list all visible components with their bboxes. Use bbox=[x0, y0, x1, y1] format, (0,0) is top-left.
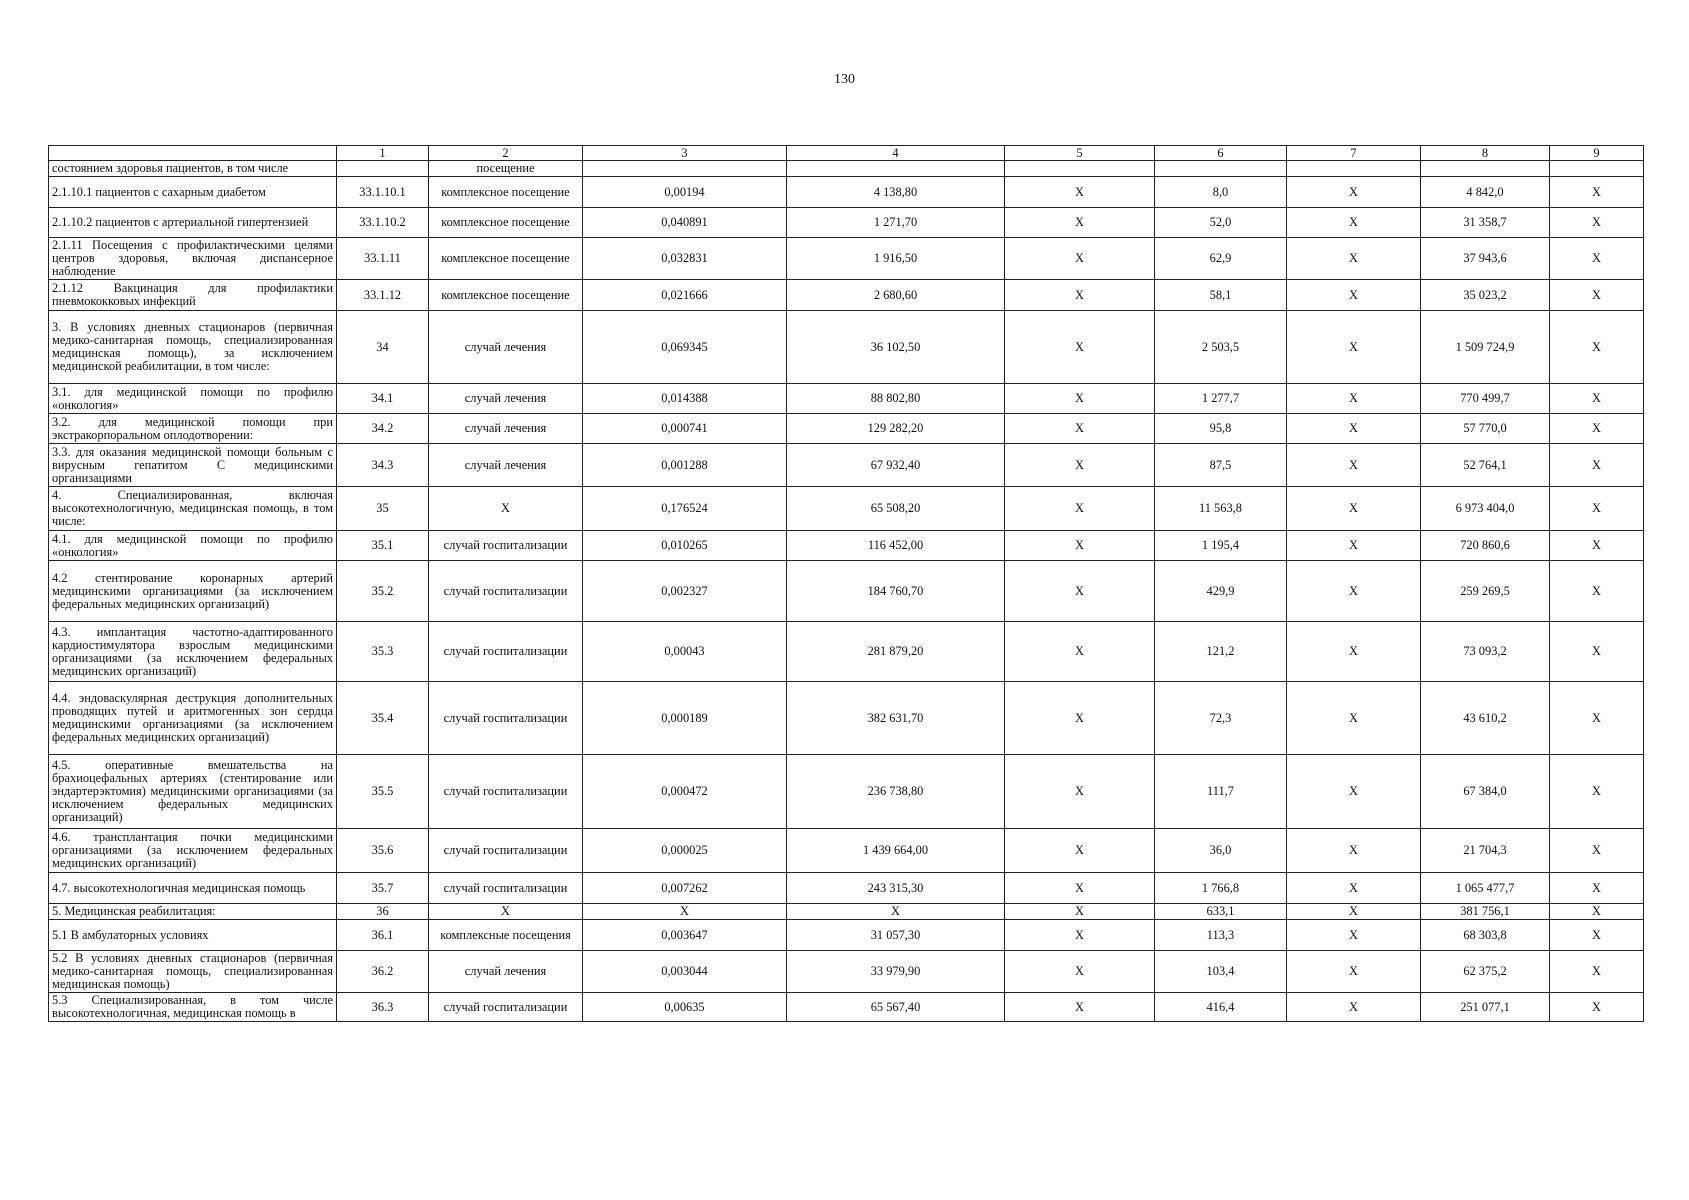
column-number-row bbox=[49, 146, 1644, 161]
column-number-cell: 9 bbox=[1550, 146, 1644, 161]
value-cell-c7: Х bbox=[1287, 993, 1421, 1022]
value-cell-c3: 0,032831 bbox=[583, 238, 787, 280]
column-number-cell: 5 bbox=[1005, 146, 1155, 161]
value-cell-c8: 37 943,6 bbox=[1421, 238, 1550, 280]
value-cell-c5: Х bbox=[1005, 904, 1155, 920]
value-cell-c5: Х bbox=[1005, 444, 1155, 487]
value-cell-c3: Х bbox=[583, 904, 787, 920]
value-cell-c8: 43 610,2 bbox=[1421, 682, 1550, 755]
value-cell-c3: 0,001288 bbox=[583, 444, 787, 487]
value-cell-c4: 1 916,50 bbox=[787, 238, 1005, 280]
value-cell-c5: Х bbox=[1005, 531, 1155, 561]
value-cell-c5: Х bbox=[1005, 682, 1155, 755]
value-cell-c8: 21 704,3 bbox=[1421, 829, 1550, 873]
table-row bbox=[49, 414, 1644, 444]
value-cell-c7: Х bbox=[1287, 311, 1421, 384]
value-cell-c9: Х bbox=[1550, 682, 1644, 755]
indicator-name-cell: 5.1 В амбулаторных условиях bbox=[49, 920, 337, 951]
column-number-cell: 8 bbox=[1421, 146, 1550, 161]
indicator-name-cell: 5.2 В условиях дневных стационаров (первичная медико-санитарная помощь, специализированная медицинская помощь) bbox=[49, 951, 337, 993]
value-cell-c9: Х bbox=[1550, 993, 1644, 1022]
value-cell-c9: Х bbox=[1550, 280, 1644, 311]
value-cell-c2: Х bbox=[429, 904, 583, 920]
value-cell-c9: Х bbox=[1550, 487, 1644, 531]
value-cell-c8: 770 499,7 bbox=[1421, 384, 1550, 414]
value-cell-c6 bbox=[1155, 161, 1287, 177]
value-cell-c7: Х bbox=[1287, 208, 1421, 238]
table-body bbox=[49, 146, 1644, 1022]
value-cell-c8: 52 764,1 bbox=[1421, 444, 1550, 487]
value-cell-c6: 1 195,4 bbox=[1155, 531, 1287, 561]
value-cell-c5: Х bbox=[1005, 238, 1155, 280]
indicator-name-cell: 4.6. трансплантация почки медицинскими организациями (за исключением федеральных медицинских организаций) bbox=[49, 829, 337, 873]
value-cell-c6: 62,9 bbox=[1155, 238, 1287, 280]
value-cell-c2: случай лечения bbox=[429, 384, 583, 414]
value-cell-c3: 0,002327 bbox=[583, 561, 787, 622]
value-cell-c9: Х bbox=[1550, 622, 1644, 682]
value-cell-c7: Х bbox=[1287, 238, 1421, 280]
value-cell-c5: Х bbox=[1005, 920, 1155, 951]
indicator-name-cell: 2.1.10.1 пациентов с сахарным диабетом bbox=[49, 177, 337, 208]
value-cell-c8: 62 375,2 bbox=[1421, 951, 1550, 993]
value-cell-c1: 35 bbox=[337, 487, 429, 531]
value-cell-c8: 1 065 477,7 bbox=[1421, 873, 1550, 904]
value-cell-c1: 36.2 bbox=[337, 951, 429, 993]
value-cell-c7: Х bbox=[1287, 561, 1421, 622]
column-number-cell: 7 bbox=[1287, 146, 1421, 161]
table-row bbox=[49, 177, 1644, 208]
value-cell-c7: Х bbox=[1287, 951, 1421, 993]
value-cell-c4: 382 631,70 bbox=[787, 682, 1005, 755]
value-cell-c8: 4 842,0 bbox=[1421, 177, 1550, 208]
column-number-cell: 1 bbox=[337, 146, 429, 161]
table-row bbox=[49, 829, 1644, 873]
value-cell-c4: 88 802,80 bbox=[787, 384, 1005, 414]
value-cell-c4: 2 680,60 bbox=[787, 280, 1005, 311]
value-cell-c9: Х bbox=[1550, 829, 1644, 873]
column-number-cell bbox=[49, 146, 337, 161]
value-cell-c9: Х bbox=[1550, 238, 1644, 280]
value-cell-c7: Х bbox=[1287, 873, 1421, 904]
value-cell-c1: 34.1 bbox=[337, 384, 429, 414]
value-cell-c1: 33.1.10.2 bbox=[337, 208, 429, 238]
value-cell-c7: Х bbox=[1287, 920, 1421, 951]
table-row bbox=[49, 280, 1644, 311]
value-cell-c4: 1 439 664,00 bbox=[787, 829, 1005, 873]
table-row bbox=[49, 873, 1644, 904]
value-cell-c8 bbox=[1421, 161, 1550, 177]
value-cell-c6: 416,4 bbox=[1155, 993, 1287, 1022]
indicator-name-cell: 2.1.12 Вакцинация для профилактики пневмококковых инфекций bbox=[49, 280, 337, 311]
table-row bbox=[49, 487, 1644, 531]
value-cell-c3: 0,00635 bbox=[583, 993, 787, 1022]
table-row bbox=[49, 311, 1644, 384]
value-cell-c5: Х bbox=[1005, 622, 1155, 682]
value-cell-c3: 0,014388 bbox=[583, 384, 787, 414]
value-cell-c5 bbox=[1005, 161, 1155, 177]
value-cell-c9: Х bbox=[1550, 904, 1644, 920]
value-cell-c5: Х bbox=[1005, 993, 1155, 1022]
value-cell-c6: 58,1 bbox=[1155, 280, 1287, 311]
value-cell-c5: Х bbox=[1005, 208, 1155, 238]
value-cell-c5: Х bbox=[1005, 561, 1155, 622]
value-cell-c8: 251 077,1 bbox=[1421, 993, 1550, 1022]
value-cell-c5: Х bbox=[1005, 755, 1155, 829]
value-cell-c2: случай госпитализации bbox=[429, 873, 583, 904]
table-row bbox=[49, 755, 1644, 829]
value-cell-c2: случай госпитализации bbox=[429, 829, 583, 873]
value-cell-c8: 259 269,5 bbox=[1421, 561, 1550, 622]
column-number-cell: 2 bbox=[429, 146, 583, 161]
value-cell-c2: комплексные посещения bbox=[429, 920, 583, 951]
table-row bbox=[49, 904, 1644, 920]
value-cell-c2: случай лечения bbox=[429, 311, 583, 384]
value-cell-c2: комплексное посещение bbox=[429, 208, 583, 238]
value-cell-c6: 36,0 bbox=[1155, 829, 1287, 873]
value-cell-c4: Х bbox=[787, 904, 1005, 920]
value-cell-c2: комплексное посещение bbox=[429, 177, 583, 208]
value-cell-c8: 1 509 724,9 bbox=[1421, 311, 1550, 384]
value-cell-c2: случай госпитализации bbox=[429, 682, 583, 755]
indicator-name-cell: 3.3. для оказания медицинской помощи больным с вирусным гепатитом С медицинскими организациями bbox=[49, 444, 337, 487]
indicator-name-cell: 2.1.10.2 пациентов с артериальной гипертензией bbox=[49, 208, 337, 238]
value-cell-c8: 73 093,2 bbox=[1421, 622, 1550, 682]
value-cell-c5: Х bbox=[1005, 414, 1155, 444]
value-cell-c6: 52,0 bbox=[1155, 208, 1287, 238]
value-cell-c7: Х bbox=[1287, 531, 1421, 561]
value-cell-c9: Х bbox=[1550, 177, 1644, 208]
column-number-cell: 6 bbox=[1155, 146, 1287, 161]
value-cell-c5: Х bbox=[1005, 873, 1155, 904]
column-number-cell: 4 bbox=[787, 146, 1005, 161]
value-cell-c5: Х bbox=[1005, 951, 1155, 993]
value-cell-c9: Х bbox=[1550, 208, 1644, 238]
value-cell-c6: 72,3 bbox=[1155, 682, 1287, 755]
value-cell-c5: Х bbox=[1005, 280, 1155, 311]
indicator-name-cell: 4.2 стентирование коронарных артерий медицинскими организациями (за исключением федеральных медицинских организаций) bbox=[49, 561, 337, 622]
value-cell-c2: случай госпитализации bbox=[429, 993, 583, 1022]
value-cell-c3: 0,069345 bbox=[583, 311, 787, 384]
value-cell-c9: Х bbox=[1550, 384, 1644, 414]
column-number-cell: 3 bbox=[583, 146, 787, 161]
value-cell-c8: 57 770,0 bbox=[1421, 414, 1550, 444]
indicator-name-cell: состоянием здоровья пациентов, в том числе bbox=[49, 161, 337, 177]
value-cell-c2: комплексное посещение bbox=[429, 238, 583, 280]
indicator-name-cell: 3.2. для медицинской помощи при экстракорпоральном оплодотворении: bbox=[49, 414, 337, 444]
value-cell-c9: Х bbox=[1550, 531, 1644, 561]
indicator-name-cell: 5. Медицинская реабилитация: bbox=[49, 904, 337, 920]
table-row bbox=[49, 444, 1644, 487]
value-cell-c5: Х bbox=[1005, 487, 1155, 531]
value-cell-c1: 33.1.10.1 bbox=[337, 177, 429, 208]
value-cell-c6: 8,0 bbox=[1155, 177, 1287, 208]
value-cell-c3: 0,000189 bbox=[583, 682, 787, 755]
value-cell-c3: 0,007262 bbox=[583, 873, 787, 904]
value-cell-c3: 0,000025 bbox=[583, 829, 787, 873]
table-row bbox=[49, 920, 1644, 951]
value-cell-c6: 87,5 bbox=[1155, 444, 1287, 487]
value-cell-c7: Х bbox=[1287, 384, 1421, 414]
table-row bbox=[49, 161, 1644, 177]
value-cell-c9: Х bbox=[1550, 873, 1644, 904]
value-cell-c4: 65 508,20 bbox=[787, 487, 1005, 531]
value-cell-c6: 121,2 bbox=[1155, 622, 1287, 682]
value-cell-c4: 65 567,40 bbox=[787, 993, 1005, 1022]
value-cell-c1: 35.4 bbox=[337, 682, 429, 755]
indicator-name-cell: 4.5. оперативные вмешательства на брахиоцефальных артериях (стентирование или эндартерэктомия) медицинскими организациями (за исключением федеральных медицинских организаций) bbox=[49, 755, 337, 829]
value-cell-c7: Х bbox=[1287, 682, 1421, 755]
value-cell-c7: Х bbox=[1287, 904, 1421, 920]
indicator-name-cell: 5.3 Специализированная, в том числе высокотехнологичная, медицинская помощь в bbox=[49, 993, 337, 1022]
value-cell-c7 bbox=[1287, 161, 1421, 177]
value-cell-c7: Х bbox=[1287, 622, 1421, 682]
value-cell-c6: 95,8 bbox=[1155, 414, 1287, 444]
value-cell-c1: 35.2 bbox=[337, 561, 429, 622]
indicator-name-cell: 4. Специализированная, включая высокотехнологичную, медицинская помощь, в том числе: bbox=[49, 487, 337, 531]
table-row bbox=[49, 531, 1644, 561]
value-cell-c9: Х bbox=[1550, 951, 1644, 993]
value-cell-c3: 0,176524 bbox=[583, 487, 787, 531]
value-cell-c8: 6 973 404,0 bbox=[1421, 487, 1550, 531]
value-cell-c4: 36 102,50 bbox=[787, 311, 1005, 384]
value-cell-c4 bbox=[787, 161, 1005, 177]
value-cell-c6: 633,1 bbox=[1155, 904, 1287, 920]
value-cell-c8: 68 303,8 bbox=[1421, 920, 1550, 951]
value-cell-c7: Х bbox=[1287, 487, 1421, 531]
value-cell-c1: 36.1 bbox=[337, 920, 429, 951]
indicator-name-cell: 4.3. имплантация частотно-адаптированного кардиостимулятора взрослым медицинскими организациями (за исключением федеральных медицинских организаций) bbox=[49, 622, 337, 682]
value-cell-c8: 720 860,6 bbox=[1421, 531, 1550, 561]
value-cell-c2: случай лечения bbox=[429, 951, 583, 993]
value-cell-c3 bbox=[583, 161, 787, 177]
value-cell-c9: Х bbox=[1550, 414, 1644, 444]
table-row bbox=[49, 561, 1644, 622]
table-row bbox=[49, 238, 1644, 280]
value-cell-c2: комплексное посещение bbox=[429, 280, 583, 311]
value-cell-c4: 243 315,30 bbox=[787, 873, 1005, 904]
value-cell-c6: 2 503,5 bbox=[1155, 311, 1287, 384]
value-cell-c6: 111,7 bbox=[1155, 755, 1287, 829]
indicator-name-cell: 3.1. для медицинской помощи по профилю «онкология» bbox=[49, 384, 337, 414]
table-row bbox=[49, 993, 1644, 1022]
value-cell-c7: Х bbox=[1287, 414, 1421, 444]
value-cell-c6: 1 277,7 bbox=[1155, 384, 1287, 414]
value-cell-c5: Х bbox=[1005, 384, 1155, 414]
value-cell-c2: посещение bbox=[429, 161, 583, 177]
value-cell-c3: 0,021666 bbox=[583, 280, 787, 311]
value-cell-c9: Х bbox=[1550, 920, 1644, 951]
indicator-name-cell: 4.7. высокотехнологичная медицинская помощь bbox=[49, 873, 337, 904]
value-cell-c7: Х bbox=[1287, 177, 1421, 208]
value-cell-c3: 0,003044 bbox=[583, 951, 787, 993]
table-row bbox=[49, 208, 1644, 238]
indicator-name-cell: 3. В условиях дневных стационаров (первичная медико-санитарная помощь, специализированная медицинская помощь), за исключением медицинской реабилитации, в том числе: bbox=[49, 311, 337, 384]
value-cell-c2: случай госпитализации bbox=[429, 755, 583, 829]
value-cell-c7: Х bbox=[1287, 755, 1421, 829]
value-cell-c1: 33.1.11 bbox=[337, 238, 429, 280]
value-cell-c3: 0,040891 bbox=[583, 208, 787, 238]
value-cell-c1: 35.3 bbox=[337, 622, 429, 682]
value-cell-c6: 11 563,8 bbox=[1155, 487, 1287, 531]
value-cell-c3: 0,010265 bbox=[583, 531, 787, 561]
value-cell-c1 bbox=[337, 161, 429, 177]
table-row bbox=[49, 682, 1644, 755]
value-cell-c6: 103,4 bbox=[1155, 951, 1287, 993]
value-cell-c4: 236 738,80 bbox=[787, 755, 1005, 829]
value-cell-c4: 184 760,70 bbox=[787, 561, 1005, 622]
value-cell-c9: Х bbox=[1550, 561, 1644, 622]
value-cell-c9 bbox=[1550, 161, 1644, 177]
value-cell-c5: Х bbox=[1005, 311, 1155, 384]
value-cell-c4: 33 979,90 bbox=[787, 951, 1005, 993]
medical-care-table bbox=[48, 145, 1644, 1022]
value-cell-c4: 1 271,70 bbox=[787, 208, 1005, 238]
value-cell-c5: Х bbox=[1005, 829, 1155, 873]
value-cell-c7: Х bbox=[1287, 280, 1421, 311]
value-cell-c3: 0,000472 bbox=[583, 755, 787, 829]
value-cell-c1: 33.1.12 bbox=[337, 280, 429, 311]
value-cell-c7: Х bbox=[1287, 444, 1421, 487]
value-cell-c1: 35.5 bbox=[337, 755, 429, 829]
value-cell-c4: 116 452,00 bbox=[787, 531, 1005, 561]
value-cell-c1: 35.7 bbox=[337, 873, 429, 904]
value-cell-c2: случай госпитализации bbox=[429, 622, 583, 682]
value-cell-c1: 35.1 bbox=[337, 531, 429, 561]
value-cell-c1: 36 bbox=[337, 904, 429, 920]
value-cell-c2: Х bbox=[429, 487, 583, 531]
value-cell-c4: 4 138,80 bbox=[787, 177, 1005, 208]
value-cell-c3: 0,00194 bbox=[583, 177, 787, 208]
value-cell-c2: случай госпитализации bbox=[429, 561, 583, 622]
value-cell-c1: 34.2 bbox=[337, 414, 429, 444]
value-cell-c2: случай лечения bbox=[429, 414, 583, 444]
value-cell-c9: Х bbox=[1550, 755, 1644, 829]
value-cell-c6: 113,3 bbox=[1155, 920, 1287, 951]
value-cell-c8: 31 358,7 bbox=[1421, 208, 1550, 238]
value-cell-c4: 67 932,40 bbox=[787, 444, 1005, 487]
value-cell-c7: Х bbox=[1287, 829, 1421, 873]
table-row bbox=[49, 384, 1644, 414]
value-cell-c9: Х bbox=[1550, 444, 1644, 487]
indicator-name-cell: 4.1. для медицинской помощи по профилю «онкология» bbox=[49, 531, 337, 561]
value-cell-c4: 281 879,20 bbox=[787, 622, 1005, 682]
value-cell-c1: 34 bbox=[337, 311, 429, 384]
page-number: 130 bbox=[834, 72, 855, 87]
indicator-name-cell: 2.1.11 Посещения с профилактическими целями центров здоровья, включая диспансерное наблюдение bbox=[49, 238, 337, 280]
value-cell-c1: 35.6 bbox=[337, 829, 429, 873]
value-cell-c8: 67 384,0 bbox=[1421, 755, 1550, 829]
value-cell-c4: 31 057,30 bbox=[787, 920, 1005, 951]
value-cell-c3: 0,003647 bbox=[583, 920, 787, 951]
value-cell-c2: случай лечения bbox=[429, 444, 583, 487]
value-cell-c3: 0,000741 bbox=[583, 414, 787, 444]
table-row bbox=[49, 951, 1644, 993]
value-cell-c6: 429,9 bbox=[1155, 561, 1287, 622]
value-cell-c6: 1 766,8 bbox=[1155, 873, 1287, 904]
value-cell-c1: 34.3 bbox=[337, 444, 429, 487]
table-row bbox=[49, 622, 1644, 682]
indicator-name-cell: 4.4. эндоваскулярная деструкция дополнительных проводящих путей и аритмогенных зон сердца медицинскими организациями (за исключением федеральных медицинских организаций) bbox=[49, 682, 337, 755]
value-cell-c1: 36.3 bbox=[337, 993, 429, 1022]
value-cell-c8: 35 023,2 bbox=[1421, 280, 1550, 311]
value-cell-c5: Х bbox=[1005, 177, 1155, 208]
value-cell-c2: случай госпитализации bbox=[429, 531, 583, 561]
value-cell-c9: Х bbox=[1550, 311, 1644, 384]
value-cell-c3: 0,00043 bbox=[583, 622, 787, 682]
value-cell-c8: 381 756,1 bbox=[1421, 904, 1550, 920]
value-cell-c4: 129 282,20 bbox=[787, 414, 1005, 444]
